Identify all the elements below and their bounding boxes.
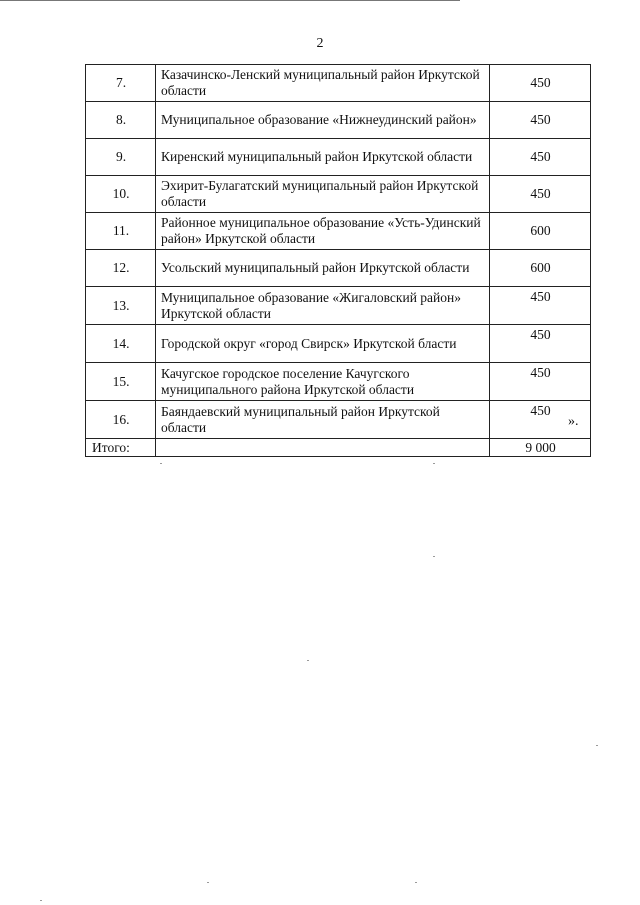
table-row <box>86 287 591 325</box>
table-row <box>86 139 591 176</box>
row-number: 8. <box>86 102 156 139</box>
row-value: 450 <box>490 287 591 325</box>
row-number: 7. <box>86 65 156 102</box>
row-name: Киренский муниципальный район Иркутской области <box>156 139 490 176</box>
scan-top-edge <box>0 0 460 1</box>
row-number: 14. <box>86 325 156 363</box>
row-number: 11. <box>86 213 156 250</box>
scan-speck <box>207 882 209 883</box>
row-number: 13. <box>86 287 156 325</box>
row-name: Городской округ «город Свирск» Иркутской бласти <box>156 325 490 363</box>
row-value: 450 <box>490 401 591 439</box>
table-row <box>86 65 591 102</box>
scan-speck <box>40 900 42 901</box>
total-row <box>86 439 591 457</box>
row-number: 9. <box>86 139 156 176</box>
total-empty-cell <box>156 439 490 457</box>
row-name: Эхирит-Булагатский муниципальный район Иркутской области <box>156 176 490 213</box>
scan-speck <box>596 745 598 746</box>
scan-speck <box>160 463 162 464</box>
row-value: 600 <box>490 250 591 287</box>
row-name: Районное муниципальное образование «Усть-Удинский район» Иркутской области <box>156 213 490 250</box>
scan-speck <box>433 463 435 464</box>
row-number: 16. <box>86 401 156 439</box>
row-value: 450 <box>490 65 591 102</box>
row-name: Усольский муниципальный район Иркутской области <box>156 250 490 287</box>
scan-speck <box>307 660 309 661</box>
row-value: 450 <box>490 139 591 176</box>
table-row <box>86 363 591 401</box>
scan-speck <box>433 556 435 557</box>
table-row <box>86 250 591 287</box>
table-row <box>86 213 591 250</box>
page-number: 2 <box>316 36 324 51</box>
row-name: Муниципальное образование «Нижнеудинский район» <box>156 102 490 139</box>
table-row <box>86 401 591 439</box>
table-row <box>86 102 591 139</box>
row-name: Казачинско-Ленский муниципальный район Иркутской области <box>156 65 490 102</box>
row-value: 450 <box>490 363 591 401</box>
row-number: 15. <box>86 363 156 401</box>
closing-quote: ». <box>568 414 579 429</box>
row-name: Муниципальное образование «Жигаловский район» Иркутской области <box>156 287 490 325</box>
row-value: 450 <box>490 176 591 213</box>
row-value: 600 <box>490 213 591 250</box>
row-number: 12. <box>86 250 156 287</box>
row-number: 10. <box>86 176 156 213</box>
scan-speck <box>415 882 417 883</box>
row-value: 450 <box>490 325 591 363</box>
table-row <box>86 176 591 213</box>
allocation-table <box>85 64 591 457</box>
table-row <box>86 325 591 363</box>
row-name: Баяндаевский муниципальный район Иркутской области <box>156 401 490 439</box>
total-value: 9 000 <box>490 439 591 457</box>
total-label: Итого: <box>86 439 156 457</box>
row-name: Качугское городское поселение Качугского муниципального района Иркутской области <box>156 363 490 401</box>
row-value: 450 <box>490 102 591 139</box>
